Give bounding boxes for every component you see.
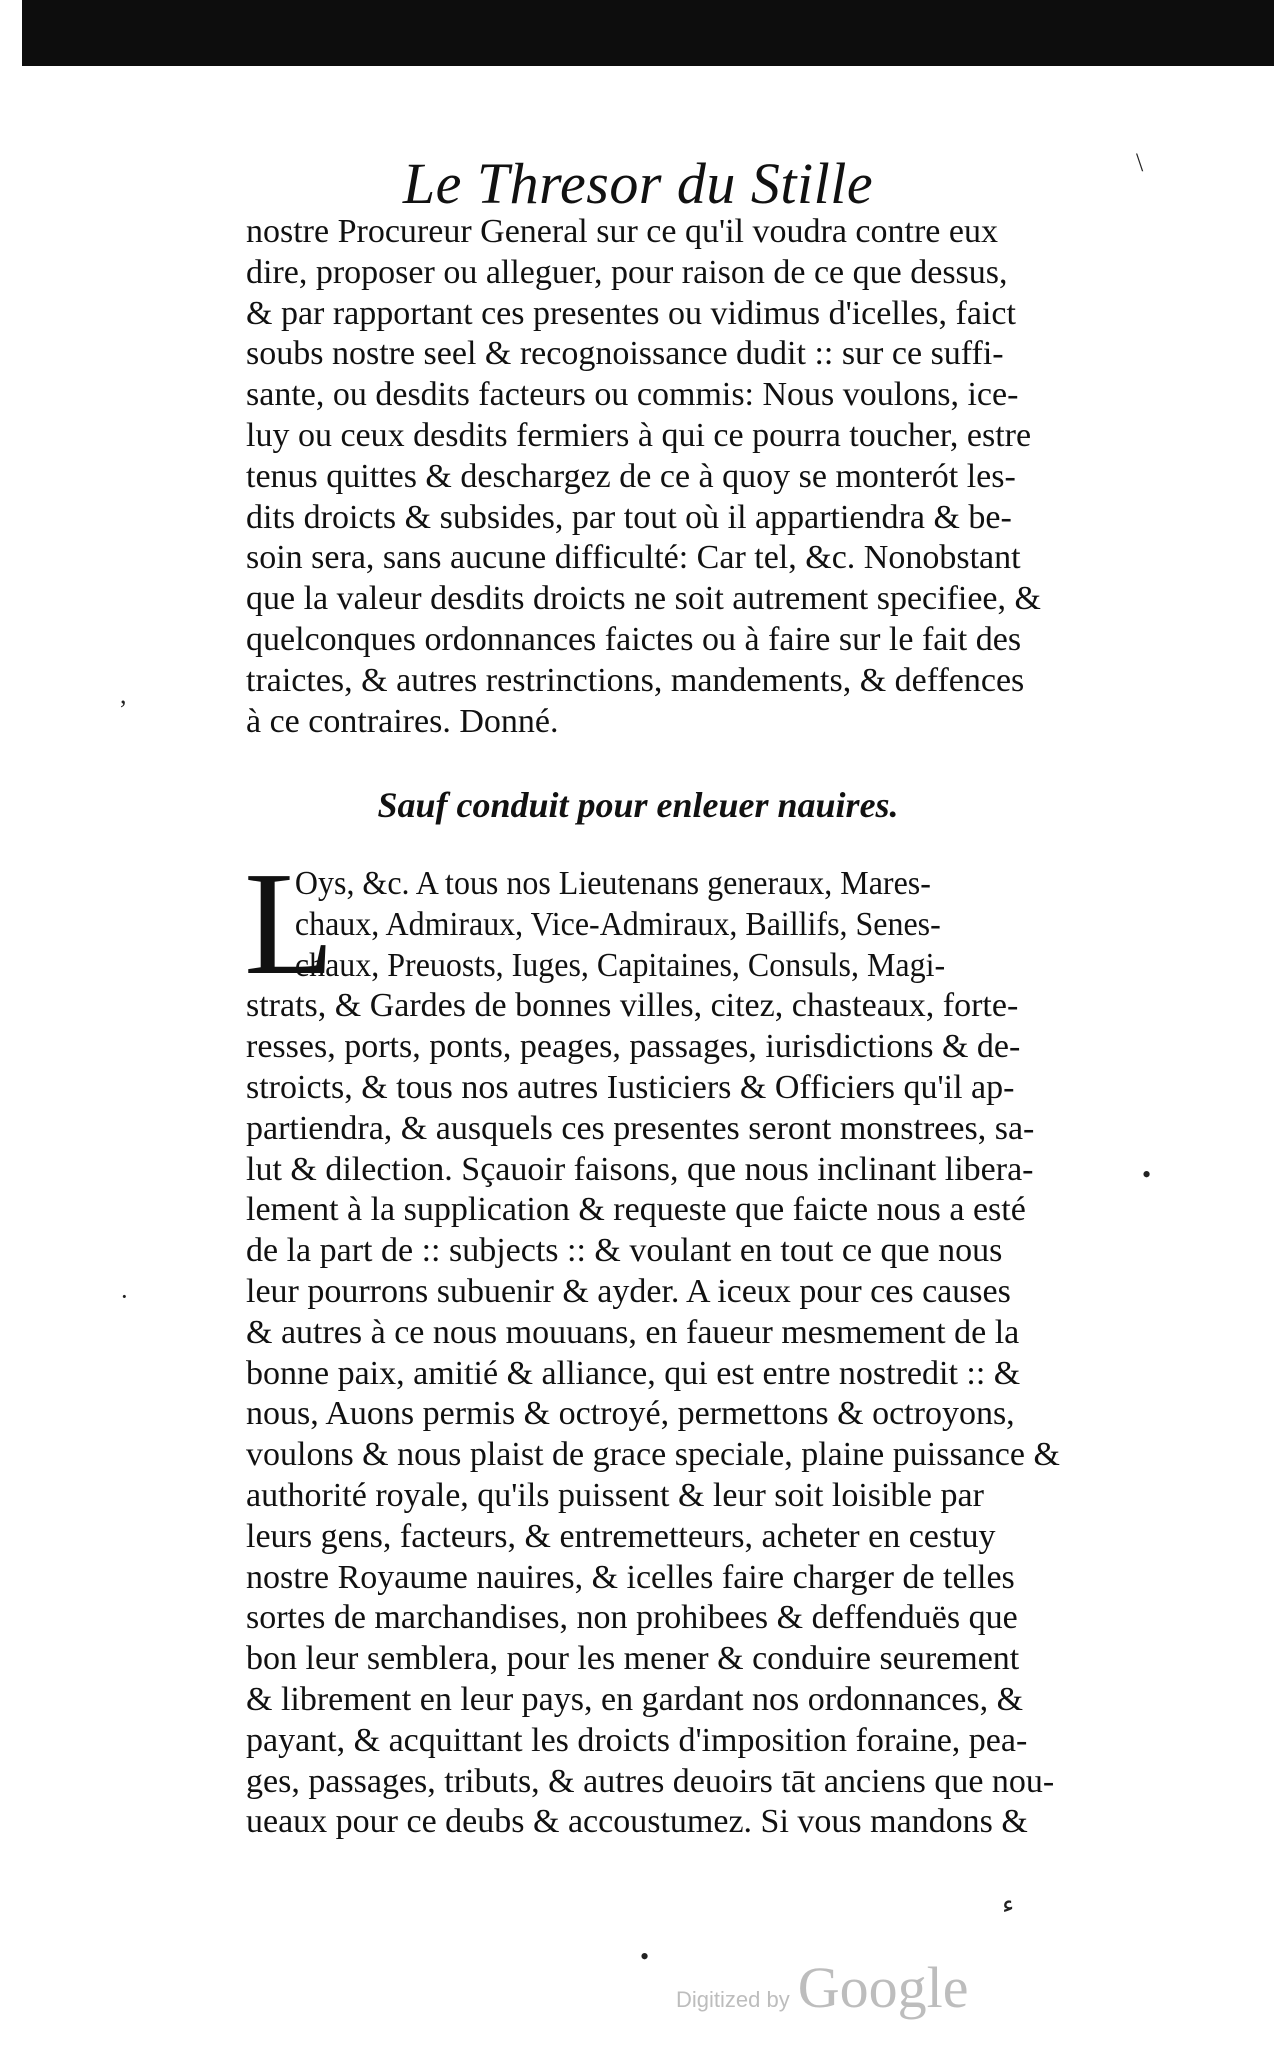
text-block-safe-conduct xyxy=(246,864,1122,1843)
text-line: soin sera, sans aucune difficulté: Car tel, &c. Nonobstant xyxy=(246,539,1021,577)
text-line: authorité royale, qu'ils puissent & leur soit loisible par xyxy=(246,1476,984,1514)
text-line: nostre Royaume nauires, & icelles faire charger de telles xyxy=(246,1558,1015,1596)
text-line: & par rapportant ces presentes ou vidimus d'icelles, faict xyxy=(246,294,1016,332)
text-line: nous, Auons permis & octroyé, permettons & octroyons, xyxy=(246,1395,1015,1433)
text-line: leur pourrons subuenir & ayder. A iceux pour ces causes xyxy=(246,1272,1011,1310)
text-line: & autres à ce nous mouuans, en faueur mesmement de la xyxy=(246,1313,1020,1351)
text-line: dits droicts & subsides, par tout où il appartiendra & be- xyxy=(246,498,1012,536)
margin-mark: ﺀ xyxy=(1002,1890,1015,1919)
text-line: tenus quittes & deschargez de ce à quoy se monterót les- xyxy=(246,457,1016,495)
text-line: nostre Procureur General sur ce qu'il voudra contre eux xyxy=(246,213,998,250)
text-line: stroicts, & tous nos autres Iusticiers & Officiers qu'il ap- xyxy=(246,1068,1015,1106)
digitized-by-google-mark xyxy=(676,1954,1016,2034)
scan-top-band xyxy=(22,0,1274,66)
google-wordmark: Google xyxy=(797,1955,969,2020)
text-line: voulons & nous plaist de grace speciale, plaine puissance & xyxy=(246,1436,1060,1474)
margin-mark: • xyxy=(640,1942,650,1971)
text-line: bon leur semblera, pour les mener & conduire seurement xyxy=(246,1640,1020,1678)
text-line: sortes de marchandises, non prohibees & deffenduës que xyxy=(246,1599,1018,1637)
margin-mark: · xyxy=(120,1282,129,1311)
text-line: que la valeur desdits droicts ne soit autrement specifiee, & xyxy=(246,580,1041,618)
text-line: lut & dilection. Sçauoir faisons, que nous inclinant libera- xyxy=(246,1150,1034,1188)
text-line: quelconques ordonnances faictes ou à faire sur le fait des xyxy=(246,620,1022,658)
margin-mark: • xyxy=(1142,1160,1152,1189)
text-line: resses, ports, ponts, peages, passages, iurisdictions & de- xyxy=(246,1028,1021,1066)
text-line: à ce contraires. Donné. xyxy=(246,702,559,740)
text-line: lement à la supplication & requeste que faicte nous a esté xyxy=(246,1191,1026,1229)
text-line: ges, passages, tributs, & autres deuoirs tāt anciens que nou- xyxy=(246,1762,1055,1800)
running-head: Le Thresor du Stille xyxy=(402,151,874,216)
text-line: bonne paix, amitié & alliance, qui est entre nostredit :: & xyxy=(246,1354,1021,1392)
text-line: luy ou ceux desdits fermiers à qui ce pourra toucher, estre xyxy=(246,416,1032,454)
drop-cap: L xyxy=(244,842,335,1006)
text-line: de la part de :: subjects :: & voulant en tout ce que nous xyxy=(246,1232,1003,1270)
text-line: partiendra, & ausquels ces presentes seront monstrees, sa- xyxy=(246,1109,1035,1147)
section-heading: Sauf conduit pour enleuer nauires. xyxy=(377,785,899,825)
digitized-label: Digitized by xyxy=(676,1987,790,2012)
text-line: strats, & Gardes de bonnes villes, citez, chasteaux, forte- xyxy=(246,987,1019,1025)
text-line: leurs gens, facteurs, & entremetteurs, acheter en cestuy xyxy=(246,1517,996,1555)
text-line: ueaux pour ce deubs & accoustumez. Si vous mandons & xyxy=(246,1803,1028,1841)
text-line: & librement en leur pays, en gardant nos ordonnances, & xyxy=(246,1680,1024,1718)
text-line: traictes, & autres restrinctions, mandements, & deffences xyxy=(246,661,1025,699)
text-block-continuation xyxy=(246,212,1122,742)
text-line: soubs nostre seel & recognoissance dudit :: sur ce suffi- xyxy=(246,335,1004,373)
text-line: chaux, Preuosts, Iuges, Capitaines, Consuls, Magi- xyxy=(294,946,946,984)
margin-mark: \ xyxy=(1136,148,1144,177)
text-line: sante, ou desdits facteurs ou commis: Nous voulons, ice- xyxy=(246,376,1019,414)
text-line: chaux, Admiraux, Vice-Admiraux, Baillifs, Senes- xyxy=(294,905,941,943)
margin-mark: , xyxy=(120,680,127,709)
text-line: payant, & acquittant les droicts d'imposition foraine, pea- xyxy=(246,1721,1028,1759)
text-line: dire, proposer ou alleguer, pour raison de ce que dessus, xyxy=(246,253,1008,291)
text-line: Oys, &c. A tous nos Lieutenans generaux, Mares- xyxy=(294,865,931,902)
